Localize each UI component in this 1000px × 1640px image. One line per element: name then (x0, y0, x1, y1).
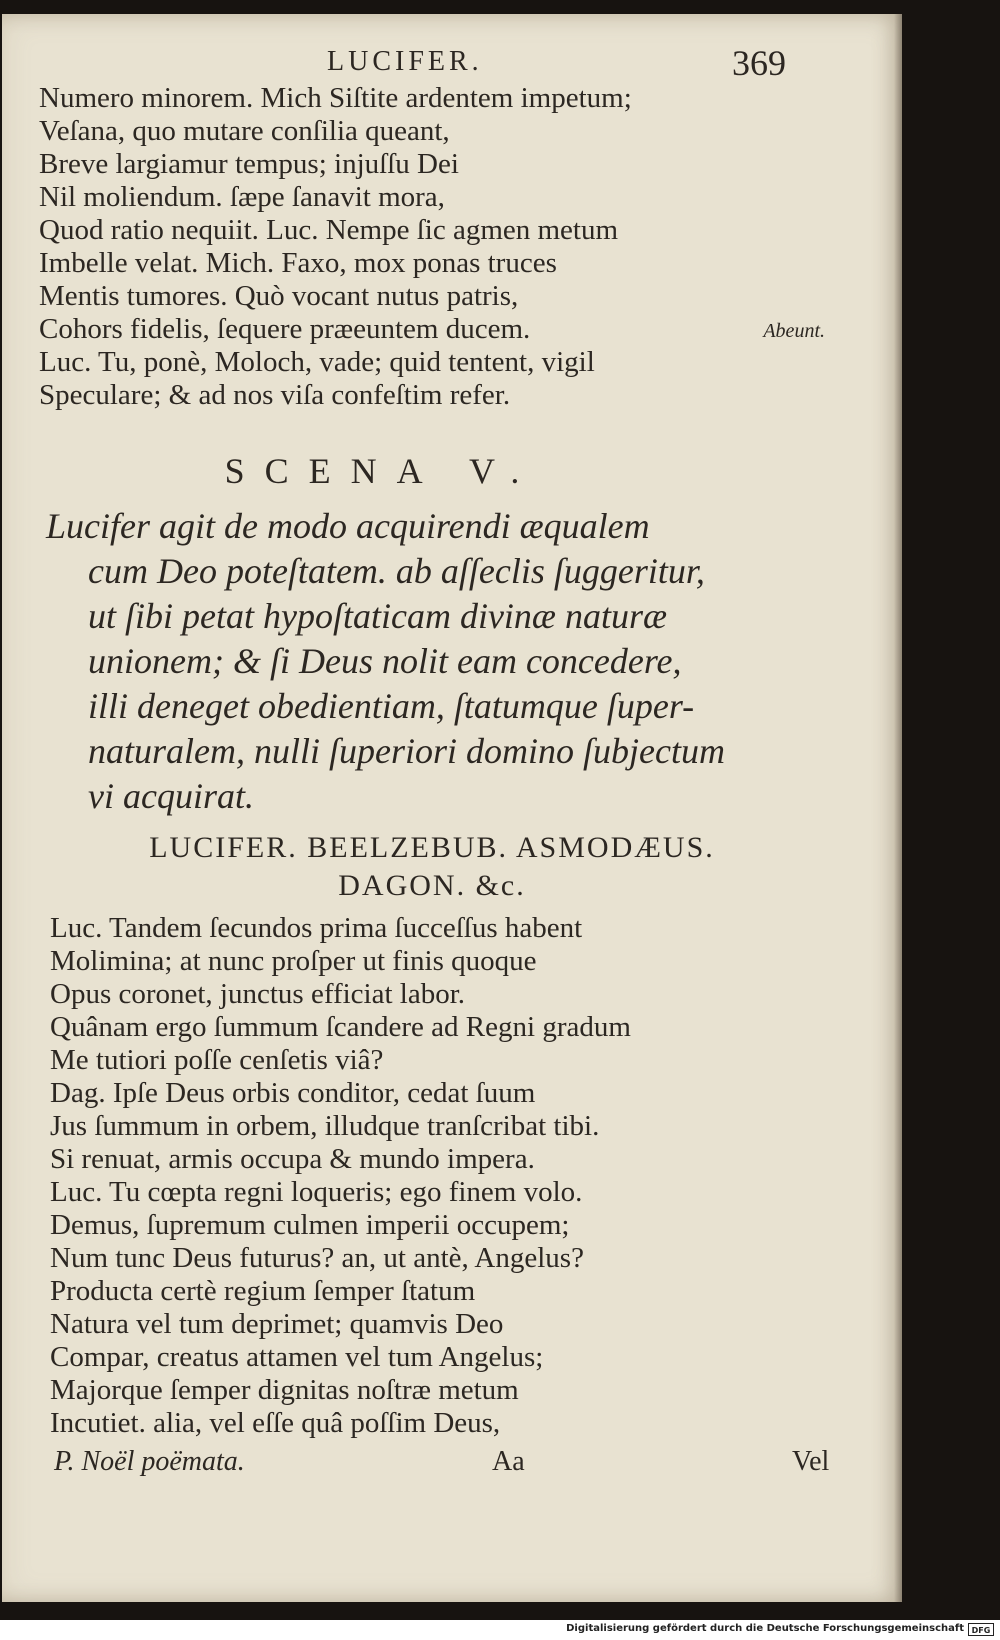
verse-line: Luc. Tu cœpta regni loqueris; ego finem volo. (50, 1176, 583, 1208)
argument-line: naturalem, nulli ſuperiori domino ſubjectum (88, 731, 725, 771)
verse-line: Majorque ſemper dignitas noſtræ metum (50, 1374, 519, 1406)
page-number: 369 (732, 43, 786, 83)
argument-line: cum Deo poteſtatem. ab aſſeclis ſuggeritur, (88, 551, 705, 591)
verse-line: Num tunc Deus futurus? an, ut antè, Angelus? (50, 1242, 584, 1274)
page-footer (2, 1446, 902, 1486)
verse-line: Quânam ergo ſummum ſcandere ad Regni gradum (50, 1011, 631, 1043)
scene-argument (46, 504, 806, 819)
verse-line: Natura vel tum deprimet; quamvis Deo (50, 1308, 504, 1340)
signature-mark: P. Noël poëmata. (54, 1446, 245, 1477)
page-edge-shadow (894, 14, 902, 1602)
scene-heading: SCENA V. (224, 451, 540, 491)
verse-line: Veſana, quo mutare conſilia queant, (39, 115, 450, 147)
argument-line: vi acquirat. (88, 776, 254, 816)
dfg-logo-icon: DFG (968, 1623, 994, 1636)
verse-line: Demus, ſupremum culmen imperii occupem; (50, 1209, 570, 1241)
personae-line: LUCIFER. BEELZEBUB. ASMODÆUS. (149, 831, 715, 864)
verse-line: Luc. Tu, ponè, Moloch, vade; quid tentent, vigil (39, 346, 595, 378)
verse-line: Speculare; & ad nos viſa confeſtim refer. (39, 379, 511, 411)
verse-block-bottom (50, 912, 830, 1440)
verse-line: Si renuat, armis occupa & mundo impera. (50, 1143, 535, 1175)
stage-direction: Abeunt. (763, 320, 825, 342)
argument-line: unionem; & ſi Deus nolit eam concedere, (88, 641, 682, 681)
verse-line: Mentis tumores. Quò vocant nutus patris, (39, 280, 519, 312)
running-title: LUCIFER. (327, 46, 483, 77)
verse-block-top (39, 82, 829, 412)
catchword: Vel (792, 1446, 830, 1477)
verse-line-with-direction (39, 313, 829, 346)
dramatis-personae (62, 829, 802, 905)
verse-line: Breve largiamur tempus; injuſſu Dei (39, 148, 459, 180)
argument-line: ut ſibi petat hypoſtaticam divinæ naturæ (88, 596, 667, 636)
quire-mark: Aa (492, 1446, 525, 1477)
argument-line: illi deneget obedientiam, ſtatumque ſuper- (88, 686, 695, 726)
verse-line: Dag. Ipſe Deus orbis conditor, cedat ſuum (50, 1077, 536, 1109)
verse-line: Incutiet. alia, vel eſſe quâ poſſim Deus, (50, 1407, 501, 1439)
argument-line: Lucifer agit de modo acquirendi æqualem (46, 506, 650, 546)
verse-line: Numero minorem. Mich Siſtite ardentem impetum; (39, 82, 632, 114)
verse-line: Me tutiori poſſe cenſetis viâ? (50, 1044, 384, 1076)
verse-line: Compar, creatus attamen vel tum Angelus; (50, 1341, 544, 1373)
verse-line: Nil moliendum. ſæpe ſanavit mora, (39, 181, 445, 213)
verse-line: Quod ratio nequiit. Luc. Nempe ſic agmen metum (39, 214, 619, 246)
digitization-credit-bar (0, 1620, 1000, 1640)
running-head (2, 43, 902, 86)
personae-line: DAGON. &c. (338, 869, 526, 902)
verse-text: Cohors fidelis, ſequere præeuntem ducem. (39, 313, 531, 345)
verse-line: Molimina; at nunc proſper ut finis quoque (50, 945, 537, 977)
verse-line: Producta certè regium ſemper ſtatum (50, 1275, 476, 1307)
verse-line: Opus coronet, junctus efficiat labor. (50, 978, 466, 1010)
verse-line: Jus ſummum in orbem, illudque tranſcribat tibi. (50, 1110, 600, 1142)
verse-line: Imbelle velat. Mich. Faxo, mox ponas truces (39, 247, 557, 279)
book-page (2, 14, 902, 1602)
verse-line: Luc. Tandem ſecundos prima ſucceſſus habent (50, 912, 583, 944)
credit-text: Digitalisierung gefördert durch die Deutsche Forschungsgemeinschaft (566, 1623, 964, 1634)
